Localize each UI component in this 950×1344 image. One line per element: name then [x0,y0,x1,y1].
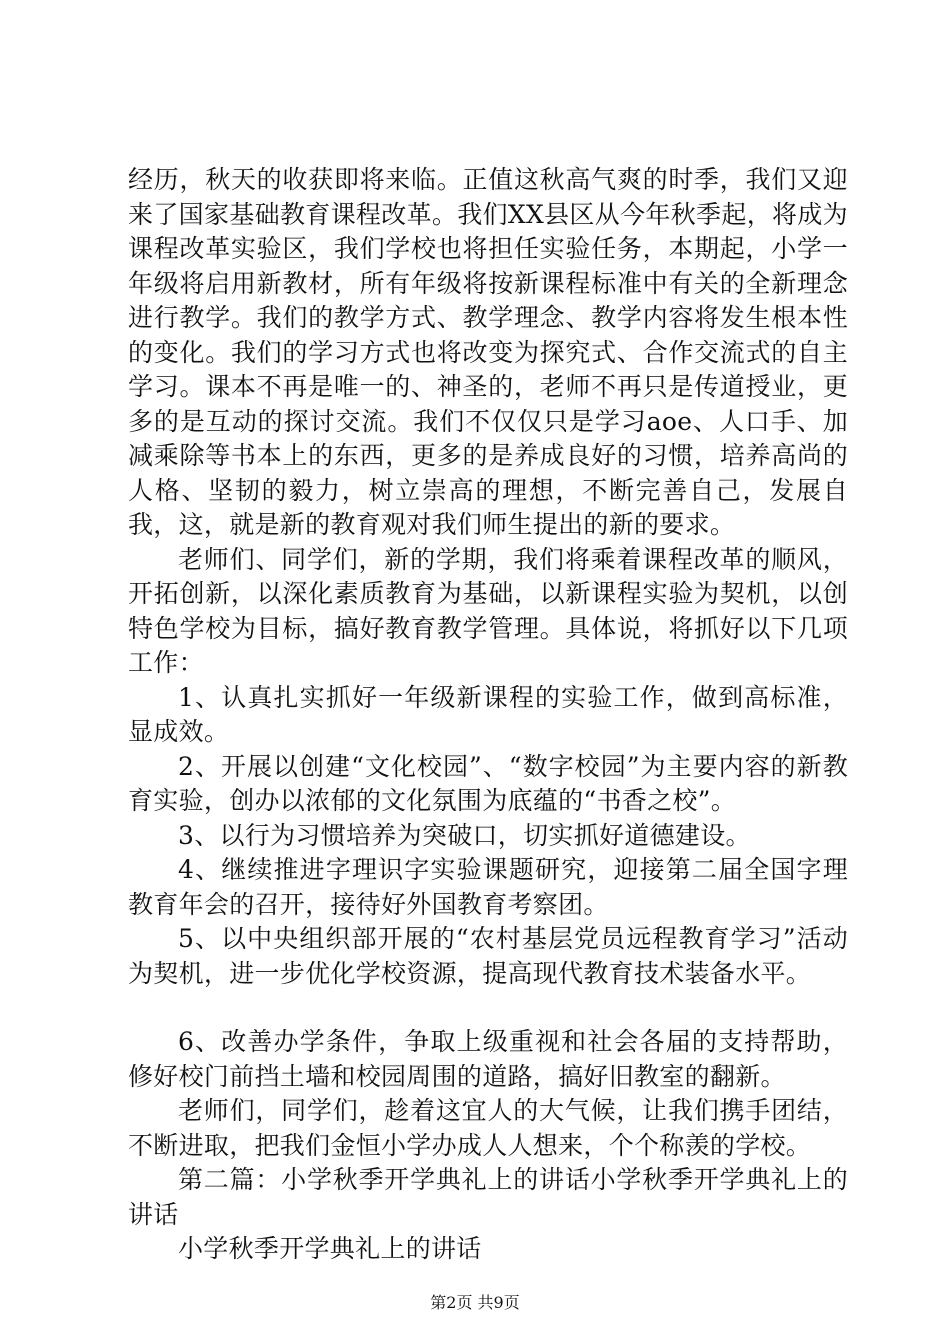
speech-title: 小学秋季开学典礼上的讲话 [178,1234,482,1263]
paragraph-closing: 老师们，同学们，趁着这宜人的大气候，让我们携手团结，不断进取，把我们金恒小学办成人人想来，个个称羡的学校。 [128,1096,848,1160]
section-heading-part-two: 第二篇：小学秋季开学典礼上的讲话小学秋季开学典礼上的讲话 [128,1165,848,1229]
list-item-6: 6、改善办学条件，争取上级重视和社会各届的支持帮助，修好校门前挡土墙和校园周围的道路，搞好旧教室的翻新。 [128,1027,848,1091]
document-body [128,163,848,1267]
page-number-footer: 第2页 共9页 [430,1293,520,1312]
list-item-5: 5、以中央组织部开展的“农村基层党员远程教育学习”活动为契机，进一步优化学校资源，提高现代教育技术装备水平。 [128,924,848,988]
list-item-1: 1、认真扎实抓好一年级新课程的实验工作，做到高标准，显成效。 [128,682,848,746]
paragraph-intro-continuation: 经历，秋天的收获即将来临。正值这秋高气爽的时季，我们又迎来了国家基础教育课程改革。我们XX县区从今年秋季起，将成为课程改革实验区，我们学校也将担任实验任务，本期起，小学一年级将启用新教材，所有年级将按新课程标准中有关的全新理念进行教学。我们的教学方式、教学理念、教学内容将发生根本性的变化。我们的学习方式也将改变为探究式、合作交流式的自主学习。课本不再是唯一的、神圣的，老师不再只是传道授业，更多的是互动的探讨交流。我们不仅仅只是学习aoe、人口手、加减乘除等书本上的东西，更多的是养成良好的习惯，培养高尚的人格、坚韧的毅力，树立崇高的理想，不断完善自己，发展自我，这，就是新的教育观对我们师生提出的新的要求。 [128,165,848,539]
list-item-3: 3、以行为习惯培养为突破口，切实抓好道德建设。 [178,820,751,850]
paragraph-new-semester: 老师们、同学们，新的学期，我们将乘着课程改革的顺风，开拓创新，以深化素质教育为基础，以新课程实验为契机，以创特色学校为目标，搞好教育教学管理。具体说，将抓好以下几项工作： [128,544,848,677]
list-item-4: 4、继续推进字理识字实验课题研究，迎接第二届全国字理教育年会的召开，接待好外国教育考察团。 [128,855,848,919]
list-item-2: 2、开展以创建“文化校园”、“数字校园”为主要内容的新教育实验，创办以浓郁的文化氛围为底蕴的“书香之校”。 [128,751,848,815]
